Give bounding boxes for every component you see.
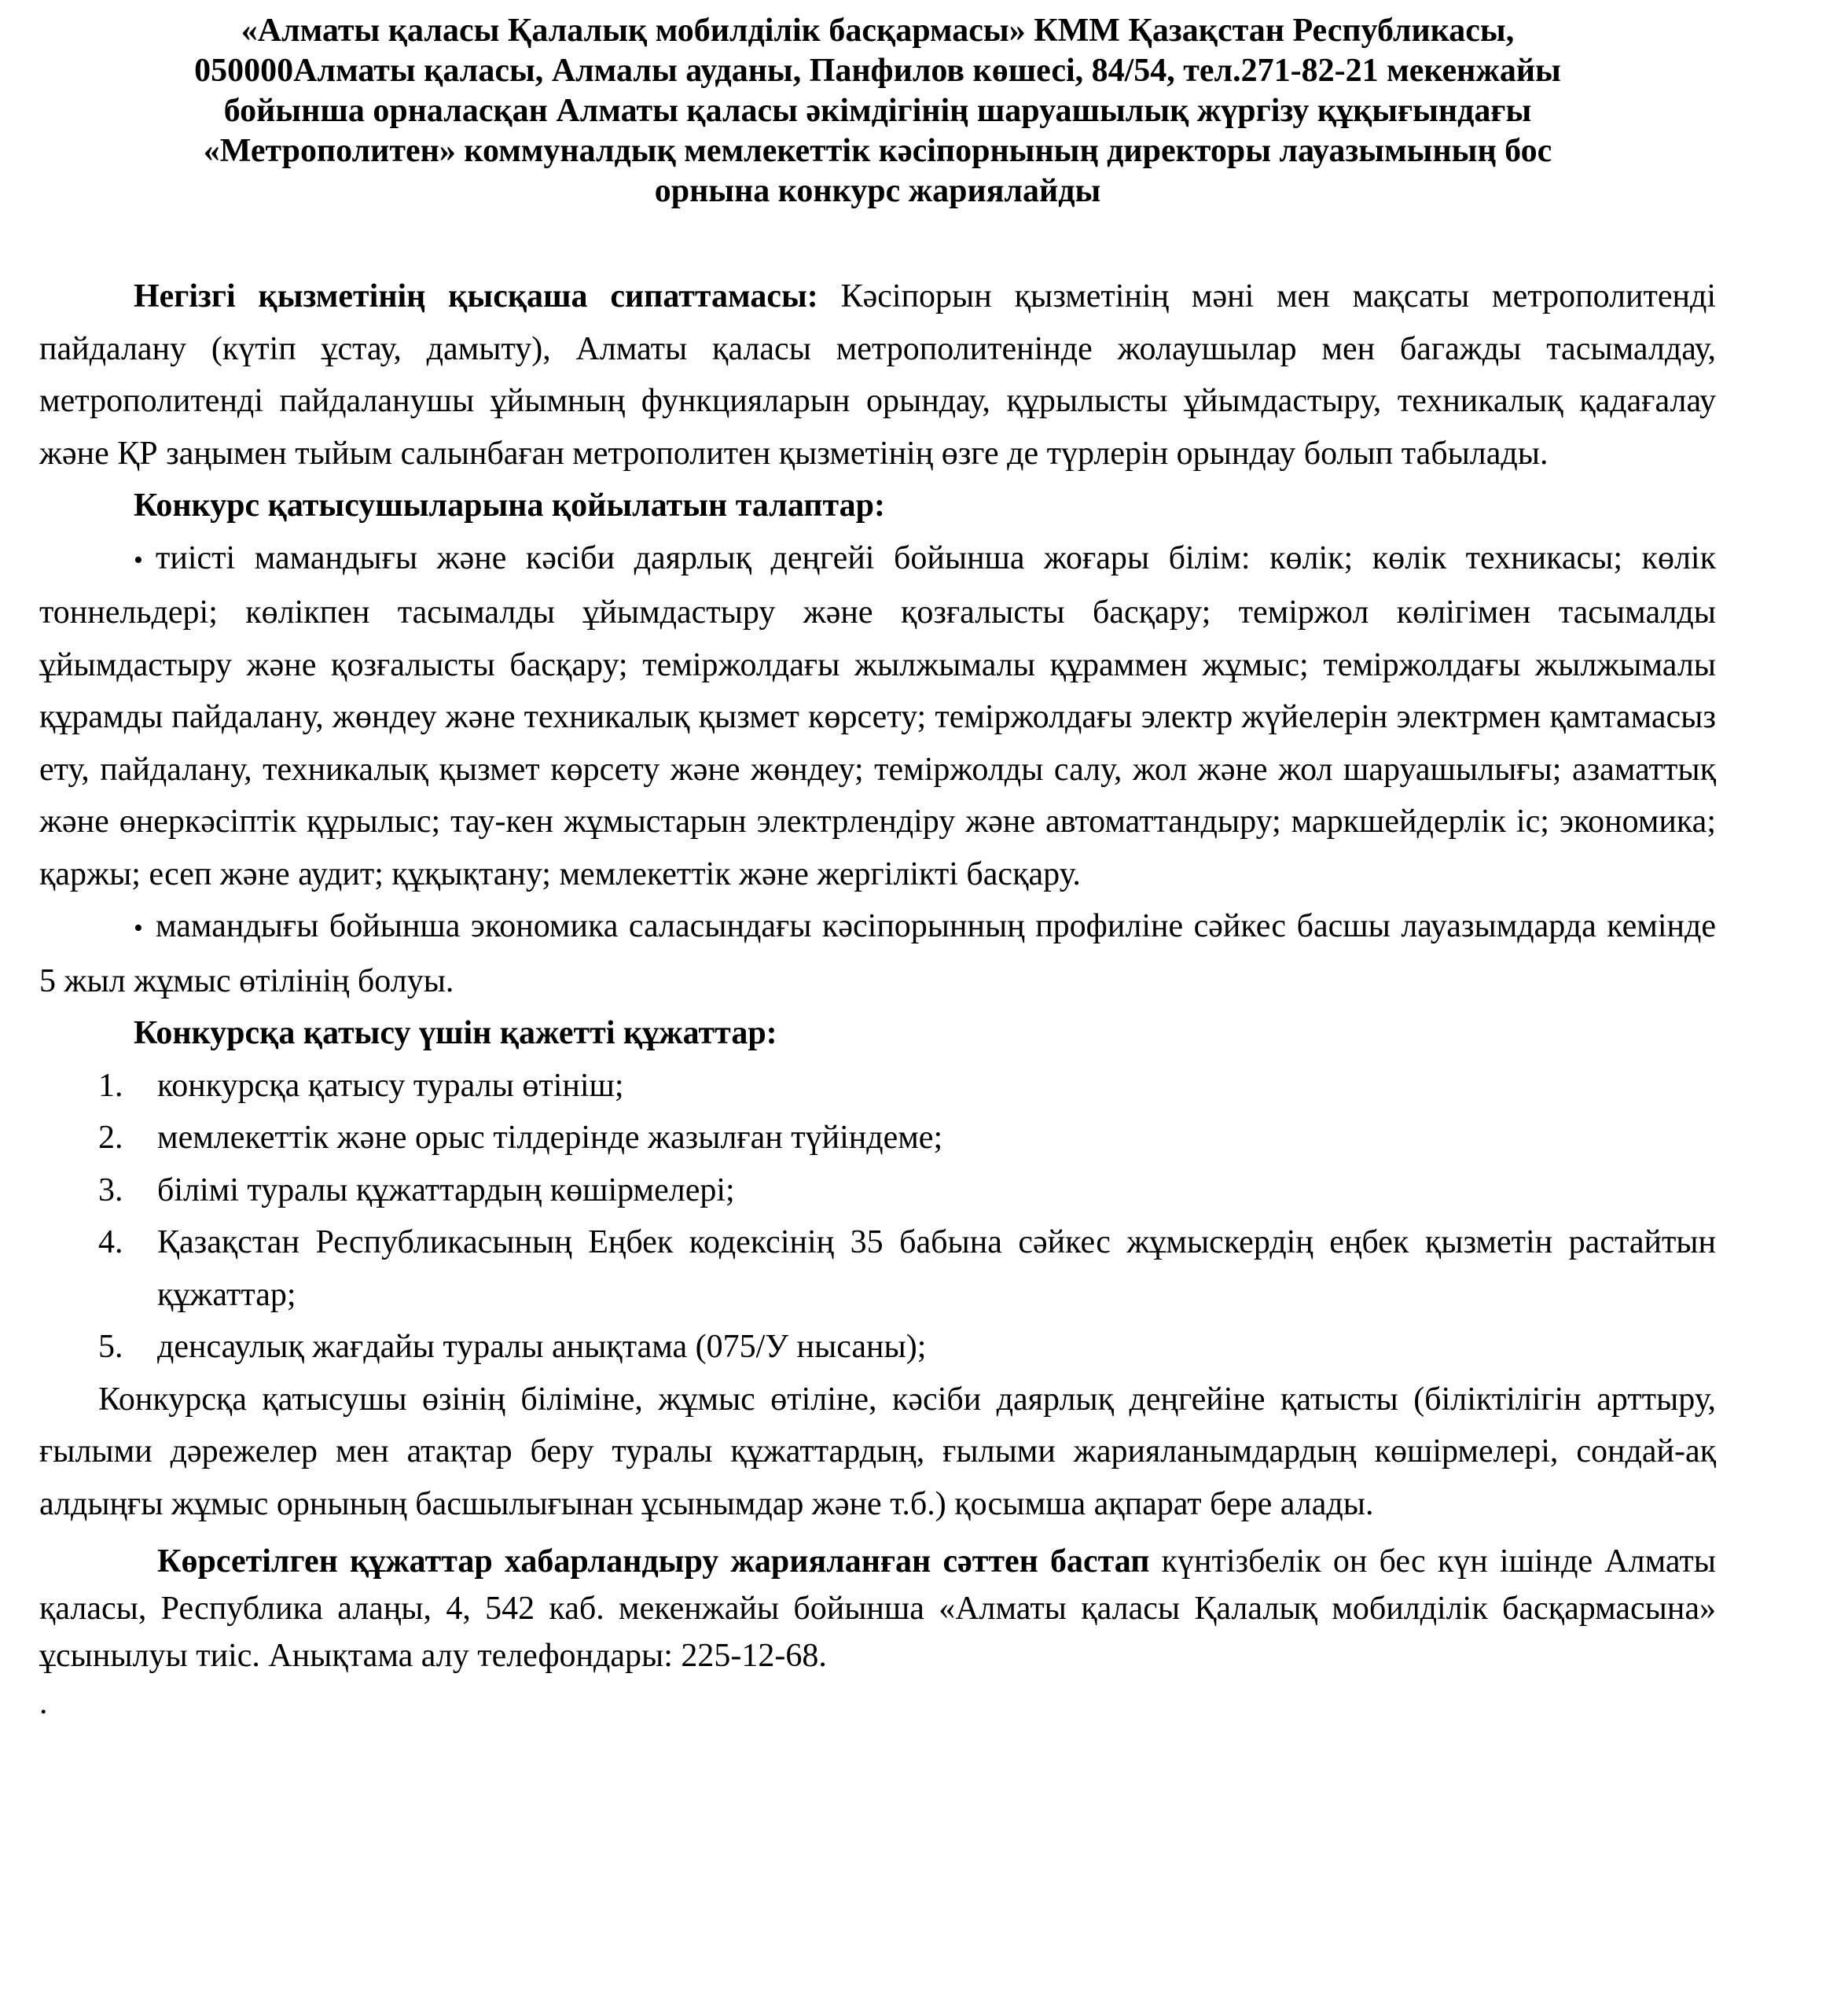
activity-label: Негізгі қызметінің қысқаша сипаттамасы: xyxy=(134,278,818,315)
requirement-item xyxy=(39,532,1716,901)
submission-bold-text: Көрсетілген құжаттар хабарландыру жарияланған сәттен бастап xyxy=(157,1543,1150,1580)
requirement-item xyxy=(39,900,1716,1007)
list-number: 3. xyxy=(98,1172,123,1208)
list-item xyxy=(39,1216,1716,1321)
announcement-title xyxy=(39,11,1716,212)
activity-description xyxy=(39,270,1716,480)
title-line: орнына конкурс жариялайды xyxy=(654,173,1101,209)
list-item-text: конкурсқа қатысу туралы өтініш; xyxy=(157,1067,624,1104)
documents-list xyxy=(39,1060,1716,1374)
submission-text: күнтізбелік он бес күн ішінде Алматы қаласы, Республика алаңы, 4, 542 каб. мекенжайы бойынша «Алматы қаласы Қалалық мобилділік басқармасына» ұсынылуы тиіс. Анықтама алу телефондары: 225-12-68. xyxy=(39,1543,1716,1674)
list-number: 1. xyxy=(98,1067,123,1104)
additional-info-paragraph: Конкурсқа қатысушы өзінің біліміне, жұмыс өтіліне, кәсіби даярлық деңгейіне қатысты (біліктілігін арттыру, ғылыми дәрежелер мен атақтар беру туралы құжаттардың, ғылыми жарияланымдардың көшірмелері, сондай-ақ алдыңғы жұмыс орнының басшылығынан ұсынымдар және т.б.) қосымша ақпарат бере алады. xyxy=(39,1381,1716,1522)
title-line: бойынша орналасқан Алматы қаласы әкімдігінің шаруашылық жүргізу құқығындағы xyxy=(223,93,1532,129)
list-number: 4. xyxy=(98,1224,123,1260)
list-item xyxy=(39,1321,1716,1374)
requirement-text: мамандығы бойынша экономика саласындағы кәсіпорынның профиліне сәйкес басшы лауазымдарда кемінде 5 жыл жұмыс өтілінің болуы. xyxy=(39,908,1716,999)
list-number: 2. xyxy=(98,1120,123,1156)
bullet-icon: • xyxy=(134,545,143,575)
title-line: «Метрополитен» коммуналдық мемлекеттік кәсіпорнының директоры лауазымының бос xyxy=(203,133,1552,169)
requirements-heading: Конкурс қатысушыларына қойылатын талаптар: xyxy=(134,487,885,524)
requirement-text: тиісті мамандығы және кәсіби даярлық деңгейі бойынша жоғары білім: көлік; көлік техникасы; көлік тоннельдері; көлікпен тасымалды ұйымдастыру және қозғалысты басқару; теміржол көлігімен тасымалды ұйымдастыру және қозғалысты басқару; теміржолдағы жылжымалы құраммен жұмыс; теміржолдағы жылжымалы құрамды пайдалану, жөндеу және техникалық қызмет көрсету; теміржолдағы электр жүйелерін электрмен қамтамасыз ету, пайдалану, техникалық қызмет көрсету және жөндеу; теміржолды салу, жол және жол шаруашылығы; азаматтық және өнеркәсіптік құрылыс; тау-кен жұмыстарын электрлендіру және автоматтандыру; маркшейдерлік іс; экономика; қаржы; есеп және аудит; құқықтану; мемлекеттік және жергілікті басқару. xyxy=(39,539,1716,892)
list-item xyxy=(39,1112,1716,1164)
submission-paragraph xyxy=(39,1538,1716,1679)
activity-text: Кәсіпорын қызметінің мәні мен мақсаты метрополитенді пайдалану (күтіп ұстау, дамыту), Алматы қаласы метрополитенінде жолаушылар мен багажды тасымалдау, метрополитенді пайдаланушы ұйымның функцияларын орындау, құрылысты ұйымдастыру, техникалық қадағалау және ҚР заңымен тыйым салынбаған метрополитен қызметінің өзге де түрлерін орындау болып табылады. xyxy=(39,278,1716,472)
list-item-text: мемлекеттік және орыс тілдерінде жазылған түйіндеме; xyxy=(157,1120,943,1156)
documents-heading: Конкурсқа қатысу үшін қажетті құжаттар: xyxy=(134,1015,777,1051)
list-number: 5. xyxy=(98,1329,123,1365)
list-item-text: Қазақстан Республикасының Еңбек кодексінің 35 бабына сәйкес жұмыскердің еңбек қызметін растайтын құжаттар; xyxy=(157,1224,1716,1313)
list-item xyxy=(39,1164,1716,1217)
title-line: 050000Алматы қаласы, Алмалы ауданы, Панфилов көшесі, 84/54, тел.271-82-21 мекенжайы xyxy=(194,53,1561,89)
list-item xyxy=(39,1060,1716,1113)
document-page xyxy=(39,11,1716,1727)
bullet-icon: • xyxy=(134,914,143,943)
title-line: «Алматы қаласы Қалалық мобилділік басқармасы» КММ Қазақстан Республикасы, xyxy=(241,13,1515,49)
list-item-text: денсаулық жағдайы туралы анықтама (075/У нысаны); xyxy=(157,1329,927,1365)
list-item-text: білімі туралы құжаттардың көшірмелері; xyxy=(157,1172,735,1208)
trailing-mark: . xyxy=(39,1685,48,1721)
